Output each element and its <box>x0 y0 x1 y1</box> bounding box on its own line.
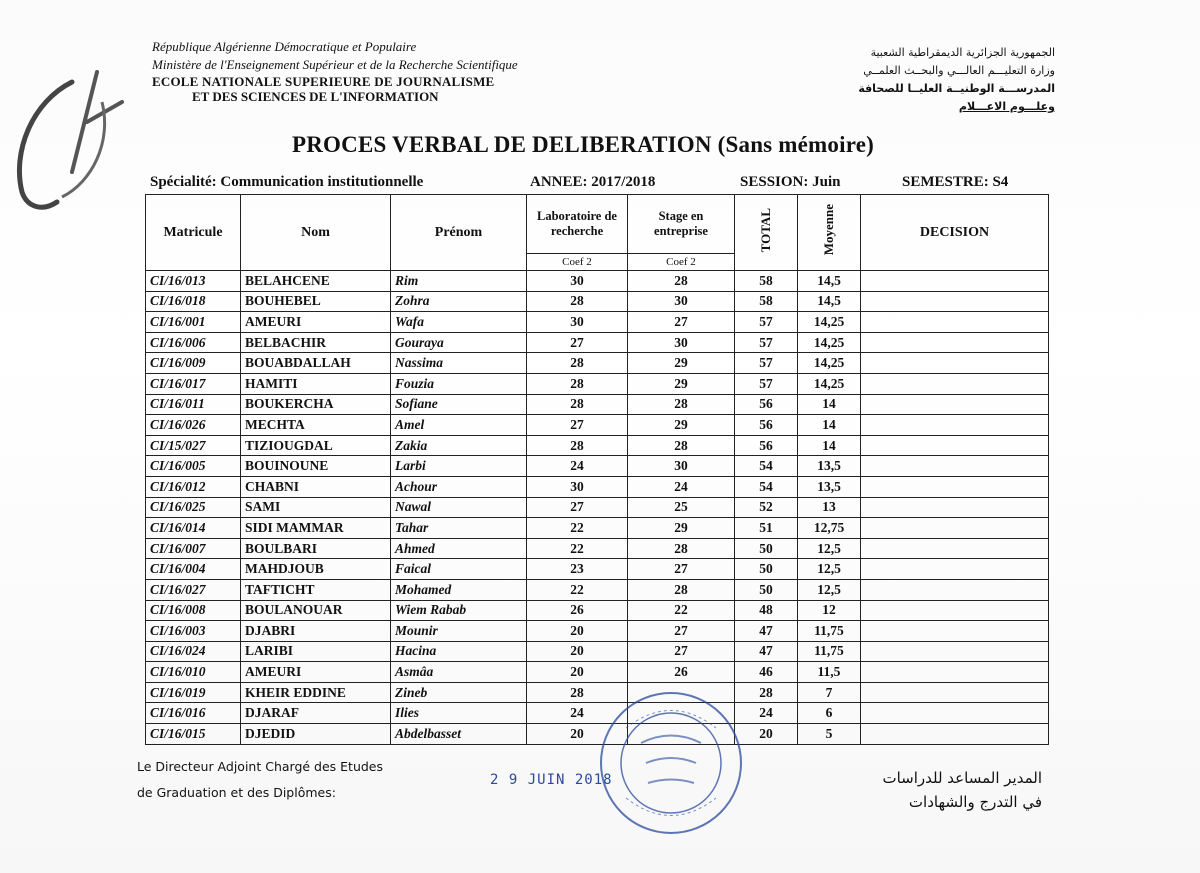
cell-prenom: Rim <box>391 271 527 292</box>
cell-moyenne: 14 <box>798 435 861 456</box>
table-row <box>146 518 1049 539</box>
table-row <box>146 621 1049 642</box>
col-matricule: Matricule <box>146 195 241 271</box>
cell-matricule: CI/16/016 <box>146 703 241 724</box>
cell-matricule: CI/16/005 <box>146 456 241 477</box>
cell-stage: 29 <box>628 415 735 436</box>
cell-decision <box>861 312 1049 333</box>
cell-matricule: CI/16/003 <box>146 621 241 642</box>
cell-decision <box>861 724 1049 745</box>
signatory-line-2: de Graduation et des Diplômes: <box>137 785 336 800</box>
col-moyenne <box>798 195 861 271</box>
cell-nom: DJABRI <box>241 621 391 642</box>
cell-total: 57 <box>735 332 798 353</box>
cell-prenom: Fouzia <box>391 373 527 394</box>
cell-nom: TAFTICHT <box>241 579 391 600</box>
cell-stage: 28 <box>628 435 735 456</box>
table-row <box>146 373 1049 394</box>
cell-nom: BOUINOUNE <box>241 456 391 477</box>
cell-prenom: Abdelbasset <box>391 724 527 745</box>
cell-total: 56 <box>735 394 798 415</box>
cell-moyenne: 11,75 <box>798 621 861 642</box>
cell-moyenne: 14,25 <box>798 332 861 353</box>
cell-decision <box>861 353 1049 374</box>
cell-nom: DJARAF <box>241 703 391 724</box>
cell-matricule: CI/16/012 <box>146 476 241 497</box>
cell-labo: 20 <box>527 662 628 683</box>
cell-matricule: CI/16/014 <box>146 518 241 539</box>
cell-labo: 28 <box>527 394 628 415</box>
cell-matricule: CI/16/019 <box>146 682 241 703</box>
cell-total: 58 <box>735 291 798 312</box>
coef-stage: Coef 2 <box>628 254 735 271</box>
cell-labo: 28 <box>527 435 628 456</box>
cell-total: 48 <box>735 600 798 621</box>
cell-matricule: CI/16/017 <box>146 373 241 394</box>
cell-moyenne: 12 <box>798 600 861 621</box>
col-decision <box>861 195 1049 271</box>
col-stage: Stage en entreprise <box>628 195 735 254</box>
cell-matricule: CI/16/010 <box>146 662 241 683</box>
cell-decision <box>861 497 1049 518</box>
deliberation-table <box>145 194 1049 745</box>
cell-stage: 27 <box>628 559 735 580</box>
cell-stage: 29 <box>628 518 735 539</box>
cell-matricule: CI/16/013 <box>146 271 241 292</box>
cell-stage: 29 <box>628 373 735 394</box>
cell-prenom: Amel <box>391 415 527 436</box>
cell-total: 57 <box>735 373 798 394</box>
cell-total: 57 <box>735 312 798 333</box>
cell-matricule: CI/16/006 <box>146 332 241 353</box>
official-seal-icon <box>596 688 746 838</box>
cell-decision <box>861 538 1049 559</box>
cell-nom: AMEURI <box>241 662 391 683</box>
cell-labo: 24 <box>527 456 628 477</box>
cell-moyenne: 14 <box>798 394 861 415</box>
cell-moyenne: 12,5 <box>798 559 861 580</box>
cell-labo: 30 <box>527 476 628 497</box>
cell-matricule: CI/16/025 <box>146 497 241 518</box>
cell-decision <box>861 682 1049 703</box>
table-row <box>146 394 1049 415</box>
cell-nom: MECHTA <box>241 415 391 436</box>
cell-decision <box>861 518 1049 539</box>
cell-nom: BOUHEBEL <box>241 291 391 312</box>
cell-nom: BOULANOUAR <box>241 600 391 621</box>
cell-prenom: Wafa <box>391 312 527 333</box>
signatory-line-2-ar: في التدرج والشهادات <box>908 793 1042 811</box>
cell-nom: BELBACHIR <box>241 332 391 353</box>
table-row <box>146 332 1049 353</box>
cell-stage: 26 <box>628 662 735 683</box>
cell-total: 20 <box>735 724 798 745</box>
cell-matricule: CI/16/026 <box>146 415 241 436</box>
cell-prenom: Gouraya <box>391 332 527 353</box>
cell-matricule: CI/16/009 <box>146 353 241 374</box>
cell-total: 50 <box>735 559 798 580</box>
cell-moyenne: 14,25 <box>798 373 861 394</box>
cell-decision <box>861 456 1049 477</box>
cell-total: 56 <box>735 415 798 436</box>
cell-nom: DJEDID <box>241 724 391 745</box>
table-row <box>146 271 1049 292</box>
cell-prenom: Tahar <box>391 518 527 539</box>
cell-decision <box>861 394 1049 415</box>
session: SESSION: Juin <box>740 174 841 190</box>
cell-stage: 24 <box>628 476 735 497</box>
cell-moyenne: 14 <box>798 415 861 436</box>
cell-decision <box>861 332 1049 353</box>
table-row <box>146 291 1049 312</box>
cell-moyenne: 13,5 <box>798 456 861 477</box>
cell-nom: BOUKERCHA <box>241 394 391 415</box>
col-decision-label: DECISION <box>919 224 990 240</box>
cell-labo: 28 <box>527 353 628 374</box>
cell-prenom: Faical <box>391 559 527 580</box>
cell-nom: KHEIR EDDINE <box>241 682 391 703</box>
cell-prenom: Hacina <box>391 641 527 662</box>
specialite: Spécialité: Communication institutionnelle <box>150 174 424 190</box>
cell-stage: 29 <box>628 353 735 374</box>
cell-prenom: Zakia <box>391 435 527 456</box>
col-total <box>735 195 798 271</box>
cell-total: 46 <box>735 662 798 683</box>
cell-labo: 22 <box>527 579 628 600</box>
cell-total: 58 <box>735 271 798 292</box>
cell-nom: SIDI MAMMAR <box>241 518 391 539</box>
cell-prenom: Mounir <box>391 621 527 642</box>
signatory-line-1: Le Directeur Adjoint Chargé des Etudes <box>137 759 384 774</box>
school-line-2-ar: وعلـــوم الاعـــلام <box>958 100 1055 113</box>
cell-total: 51 <box>735 518 798 539</box>
cell-stage: 27 <box>628 641 735 662</box>
cell-moyenne: 13,5 <box>798 476 861 497</box>
cell-total: 54 <box>735 476 798 497</box>
cell-nom: CHABNI <box>241 476 391 497</box>
cell-prenom: Mohamed <box>391 579 527 600</box>
cell-moyenne: 13 <box>798 497 861 518</box>
cell-moyenne: 11,5 <box>798 662 861 683</box>
document-title: PROCES VERBAL DE DELIBERATION (Sans mémoire) <box>292 132 874 157</box>
republic-line: République Algérienne Démocratique et Populaire <box>152 39 417 54</box>
cell-decision <box>861 662 1049 683</box>
footer-right <box>882 766 1042 814</box>
cell-labo: 22 <box>527 518 628 539</box>
cell-moyenne: 6 <box>798 703 861 724</box>
cell-moyenne: 12,5 <box>798 538 861 559</box>
cell-labo: 20 <box>527 621 628 642</box>
cell-stage: 30 <box>628 291 735 312</box>
cell-moyenne: 14,25 <box>798 353 861 374</box>
cell-matricule: CI/16/024 <box>146 641 241 662</box>
table-row <box>146 559 1049 580</box>
cell-moyenne: 7 <box>798 682 861 703</box>
cell-total: 56 <box>735 435 798 456</box>
cell-moyenne: 5 <box>798 724 861 745</box>
cell-total: 47 <box>735 621 798 642</box>
cell-labo: 27 <box>527 415 628 436</box>
cell-matricule: CI/16/007 <box>146 538 241 559</box>
cell-labo: 27 <box>527 497 628 518</box>
table-row <box>146 662 1049 683</box>
table-row <box>146 456 1049 477</box>
table-row <box>146 497 1049 518</box>
table-row <box>146 476 1049 497</box>
cell-prenom: Sofiane <box>391 394 527 415</box>
col-labo: Laboratoire de recherche <box>527 195 628 254</box>
table-row <box>146 579 1049 600</box>
cell-decision <box>861 641 1049 662</box>
cell-labo: 28 <box>527 682 628 703</box>
cell-prenom: Zineb <box>391 682 527 703</box>
cell-nom: MAHDJOUB <box>241 559 391 580</box>
cell-matricule: CI/16/015 <box>146 724 241 745</box>
cell-matricule: CI/16/001 <box>146 312 241 333</box>
semestre: SEMESTRE: S4 <box>902 174 1009 190</box>
col-prenom: Prénom <box>391 195 527 271</box>
cell-decision <box>861 271 1049 292</box>
cell-moyenne: 14,5 <box>798 271 861 292</box>
cell-prenom: Asmâa <box>391 662 527 683</box>
cell-moyenne: 11,75 <box>798 641 861 662</box>
cell-total: 50 <box>735 538 798 559</box>
school-line-1: ECOLE NATIONALE SUPERIEURE DE JOURNALISME <box>152 74 495 89</box>
footer-left <box>137 754 383 806</box>
cell-nom: SAMI <box>241 497 391 518</box>
table-row <box>146 415 1049 436</box>
cell-prenom: Ahmed <box>391 538 527 559</box>
cell-nom: HAMITI <box>241 373 391 394</box>
table-row <box>146 538 1049 559</box>
cell-decision <box>861 559 1049 580</box>
cell-labo: 26 <box>527 600 628 621</box>
school-line-2: ET DES SCIENCES DE L'INFORMATION <box>192 89 439 104</box>
cell-stage: 28 <box>628 394 735 415</box>
cell-matricule: CI/15/027 <box>146 435 241 456</box>
cell-decision <box>861 703 1049 724</box>
cell-labo: 24 <box>527 703 628 724</box>
ministry-line: Ministère de l'Enseignement Supérieur et de la Recherche Scientifique <box>152 57 518 72</box>
header-right <box>858 44 1055 116</box>
cell-stage: 22 <box>628 600 735 621</box>
table-row <box>146 641 1049 662</box>
cell-labo: 20 <box>527 724 628 745</box>
cell-total: 24 <box>735 703 798 724</box>
cell-nom: BOULBARI <box>241 538 391 559</box>
cell-nom: LARIBI <box>241 641 391 662</box>
cell-stage: 25 <box>628 497 735 518</box>
cell-prenom: Zohra <box>391 291 527 312</box>
cell-matricule: CI/16/011 <box>146 394 241 415</box>
cell-total: 54 <box>735 456 798 477</box>
cell-total: 50 <box>735 579 798 600</box>
cell-prenom: Ilies <box>391 703 527 724</box>
coef-labo: Coef 2 <box>527 254 628 271</box>
cell-prenom: Larbi <box>391 456 527 477</box>
cell-nom: AMEURI <box>241 312 391 333</box>
signatory-line-1-ar: المدير المساعد للدراسات <box>882 769 1042 787</box>
cell-total: 57 <box>735 353 798 374</box>
cell-nom: TIZIOUGDAL <box>241 435 391 456</box>
handwritten-mark-icon <box>2 62 152 217</box>
ministry-line-ar: وزارة التعليـــم العالـــي والبحــث العلمــي <box>863 64 1055 77</box>
cell-stage: 30 <box>628 332 735 353</box>
cell-total: 47 <box>735 641 798 662</box>
cell-labo: 30 <box>527 312 628 333</box>
cell-moyenne: 14,25 <box>798 312 861 333</box>
cell-prenom: Achour <box>391 476 527 497</box>
cell-stage: 27 <box>628 312 735 333</box>
table-row <box>146 600 1049 621</box>
cell-labo: 28 <box>527 373 628 394</box>
cell-labo: 28 <box>527 291 628 312</box>
cell-labo: 27 <box>527 332 628 353</box>
cell-decision <box>861 579 1049 600</box>
cell-decision <box>861 621 1049 642</box>
cell-matricule: CI/16/004 <box>146 559 241 580</box>
cell-prenom: Nawal <box>391 497 527 518</box>
cell-decision <box>861 600 1049 621</box>
cell-prenom: Nassima <box>391 353 527 374</box>
annee: ANNEE: 2017/2018 <box>530 174 656 190</box>
table-row <box>146 312 1049 333</box>
cell-decision <box>861 291 1049 312</box>
cell-matricule: CI/16/008 <box>146 600 241 621</box>
school-line-1-ar: المدرســـة الوطنيــة العليــا للصحافة <box>858 82 1055 95</box>
col-nom: Nom <box>241 195 391 271</box>
cell-nom: BELAHCENE <box>241 271 391 292</box>
cell-stage: 30 <box>628 456 735 477</box>
cell-decision <box>861 476 1049 497</box>
cell-stage: 27 <box>628 621 735 642</box>
cell-decision <box>861 373 1049 394</box>
cell-total: 28 <box>735 682 798 703</box>
table-body <box>146 271 1049 745</box>
cell-moyenne: 12,75 <box>798 518 861 539</box>
date-stamp: 2 9 JUIN 2018 <box>490 772 613 788</box>
col-moyenne-label: Moyenne <box>821 204 836 256</box>
cell-decision <box>861 435 1049 456</box>
cell-prenom: Wiem Rabab <box>391 600 527 621</box>
col-total-label: TOTAL <box>758 207 773 253</box>
cell-labo: 20 <box>527 641 628 662</box>
cell-stage: 28 <box>628 538 735 559</box>
cell-stage: 28 <box>628 271 735 292</box>
cell-matricule: CI/16/027 <box>146 579 241 600</box>
republic-line-ar: الجمهورية الجزائرية الديمقراطية الشعبية <box>870 46 1055 59</box>
cell-nom: BOUABDALLAH <box>241 353 391 374</box>
cell-stage: 28 <box>628 579 735 600</box>
cell-labo: 22 <box>527 538 628 559</box>
cell-moyenne: 12,5 <box>798 579 861 600</box>
cell-labo: 30 <box>527 271 628 292</box>
cell-moyenne: 14,5 <box>798 291 861 312</box>
table-row <box>146 435 1049 456</box>
cell-total: 52 <box>735 497 798 518</box>
table-row <box>146 353 1049 374</box>
cell-matricule: CI/16/018 <box>146 291 241 312</box>
cell-labo: 23 <box>527 559 628 580</box>
cell-decision <box>861 415 1049 436</box>
header-left <box>152 38 518 104</box>
